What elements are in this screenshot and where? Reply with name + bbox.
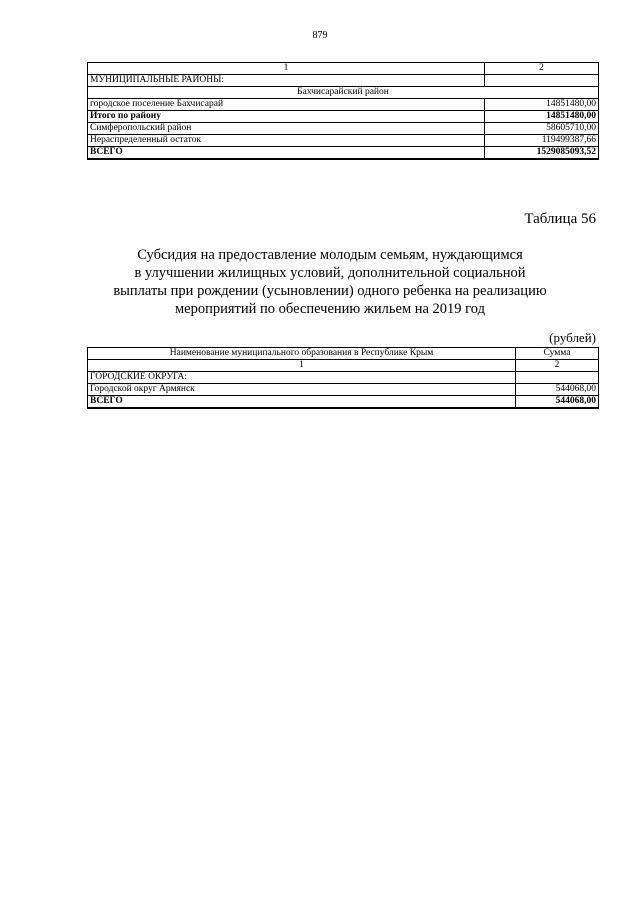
row-name: ВСЕГО — [88, 147, 485, 160]
row-name: ВСЕГО — [88, 396, 516, 409]
row-value: 14851480,00 — [485, 99, 599, 111]
table-row — [88, 123, 599, 135]
row-value: 119499387,66 — [485, 135, 599, 147]
subsidy-table-56 — [87, 347, 599, 409]
table-row — [88, 135, 599, 147]
row-value: 544068,00 — [516, 384, 599, 396]
district-header: Бахчисарайский район — [88, 87, 599, 99]
table-row — [88, 384, 599, 396]
subsidy-table-continued — [87, 62, 599, 160]
section-header: ГОРОДСКИЕ ОКРУГА: — [88, 372, 516, 384]
units-label: (рублей) — [549, 330, 596, 345]
column-number-2: 2 — [516, 360, 599, 372]
column-number-2: 2 — [485, 63, 599, 75]
page-number: 879 — [312, 30, 328, 41]
column-number-1: 1 — [88, 63, 485, 75]
header-name: Наименование муниципального образования в Республике Крым — [88, 348, 516, 360]
row-name: Нераспределенный остаток — [88, 135, 485, 147]
row-value: 14851480,00 — [485, 111, 599, 123]
table-row — [88, 99, 599, 111]
empty-cell — [485, 75, 599, 87]
section-header-row — [88, 372, 599, 384]
row-value: 1529085093,52 — [485, 147, 599, 160]
caption-line: в улучшении жилищных условий, дополнительной социальной — [134, 265, 526, 281]
row-value: 544068,00 — [516, 396, 599, 409]
header-row — [88, 348, 599, 360]
district-header-row — [88, 87, 599, 99]
caption-line: Субсидия на предоставление молодым семьям, нуждающимся — [137, 247, 523, 263]
row-name: Городской округ Армянск — [88, 384, 516, 396]
caption-line: выплаты при рождении (усыновлении) одного ребенка на реализацию — [113, 283, 547, 299]
row-name: Итого по району — [88, 111, 485, 123]
caption-line: мероприятий по обеспечению жильем на 2019 год — [175, 301, 485, 317]
column-number-row — [88, 63, 599, 75]
section-header: МУНИЦИПАЛЬНЫЕ РАЙОНЫ: — [88, 75, 485, 87]
section-header-row — [88, 75, 599, 87]
total-row — [88, 147, 599, 160]
header-sum: Сумма — [516, 348, 599, 360]
column-number-row — [88, 360, 599, 372]
subtotal-row — [88, 111, 599, 123]
row-value: 58605710,00 — [485, 123, 599, 135]
column-number-1: 1 — [88, 360, 516, 372]
empty-cell — [516, 372, 599, 384]
table-label: Таблица 56 — [524, 211, 596, 227]
row-name: городское поселение Бахчисарай — [88, 99, 485, 111]
row-name: Симферопольский район — [88, 123, 485, 135]
total-row — [88, 396, 599, 409]
table-caption — [80, 246, 580, 318]
